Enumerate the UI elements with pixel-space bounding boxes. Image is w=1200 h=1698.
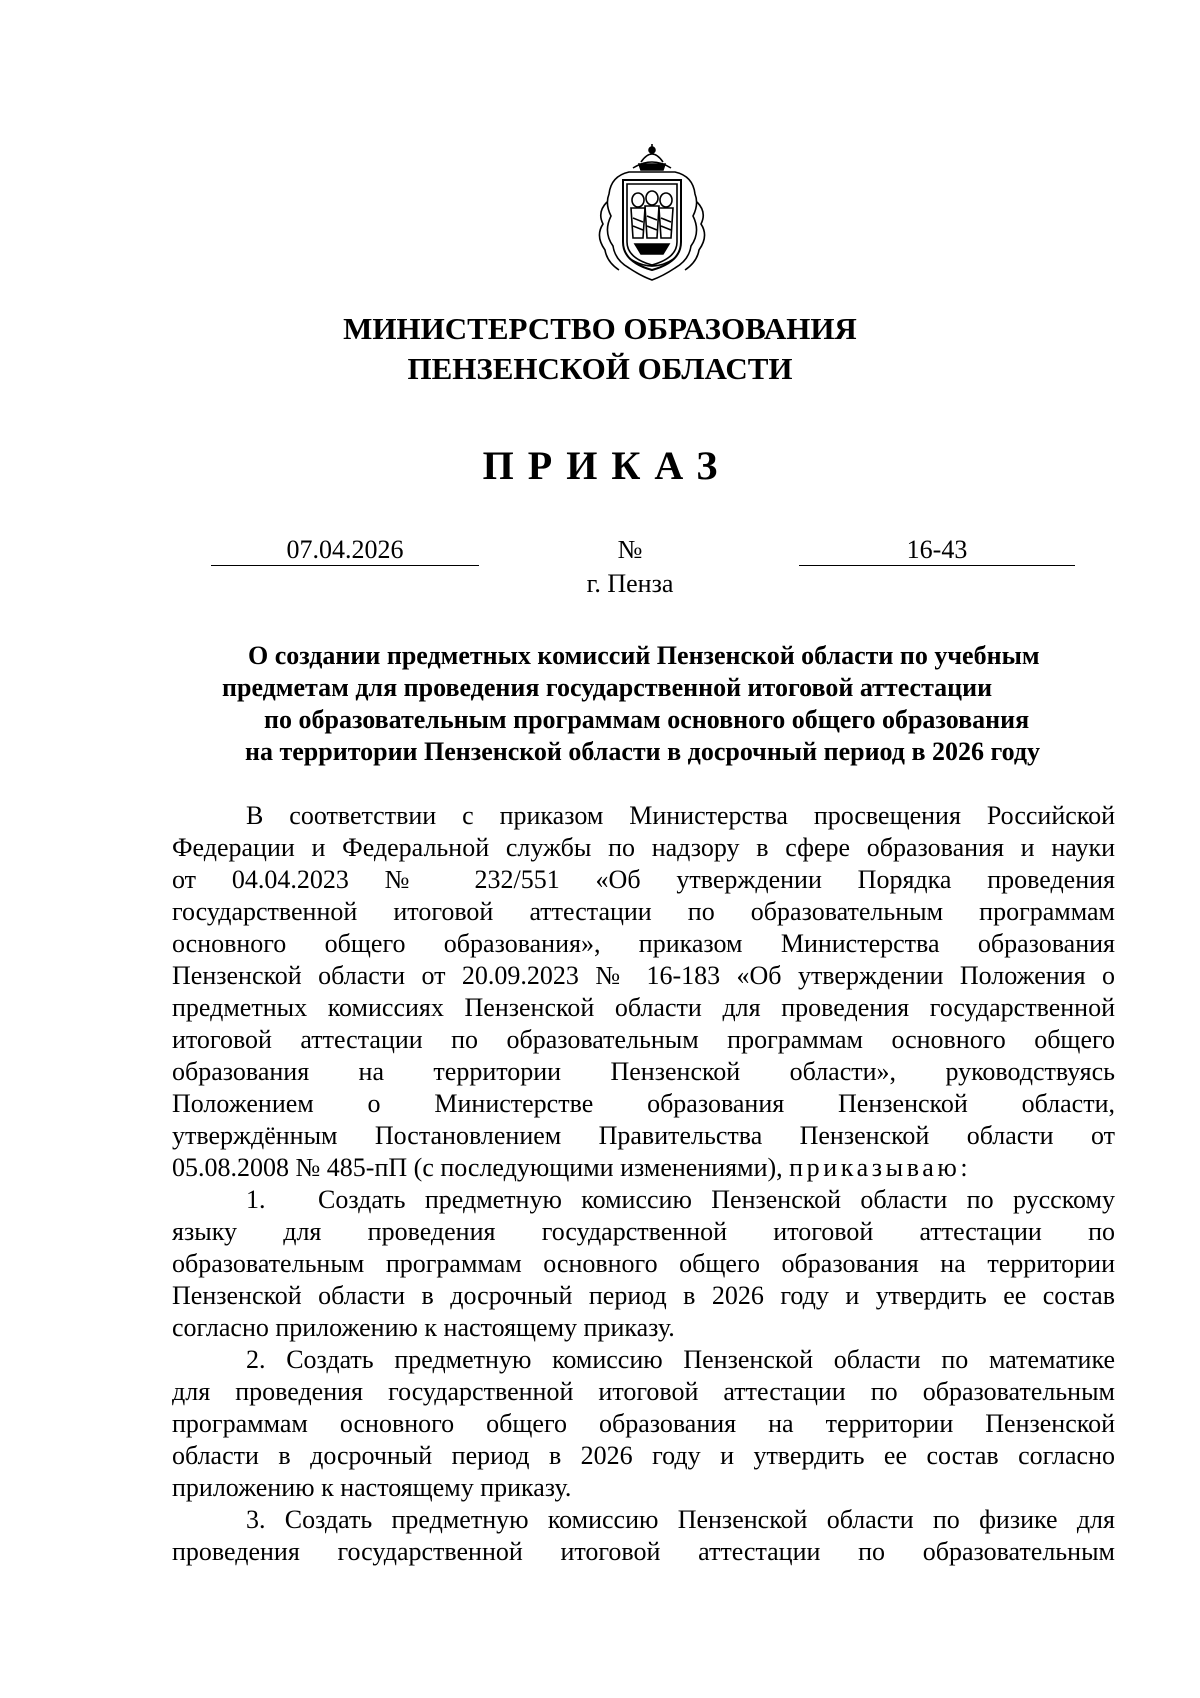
document-type-title: ПРИКАЗ — [482, 443, 732, 488]
issue-city: г. Пенза — [586, 569, 674, 598]
body-line: предметных комиссиях Пензенской области для проведения государственной — [172, 993, 1115, 1022]
body-line: от 04.04.2023 № 232/551 «Об утверждении Порядка проведения — [172, 865, 1115, 894]
body-line: В соответствии с приказом Министерства просвещения Российской — [246, 801, 1115, 830]
body-line: языку для проведения государственной итоговой аттестации по — [172, 1217, 1115, 1246]
body-line: проведения государственной итоговой аттестации по образовательным — [172, 1537, 1115, 1566]
body-line: области в досрочный период в 2026 году и утвердить ее состав согласно — [172, 1441, 1115, 1470]
body-line: утверждённым Постановлением Правительства Пензенской области от — [172, 1121, 1115, 1150]
order-subject-line: предметам для проведения государственной итоговой аттестации — [222, 673, 993, 702]
item-number: 1. — [246, 1185, 266, 1214]
body-line: государственной итоговой аттестации по образовательным программам — [172, 897, 1115, 926]
order-subject-line: О создании предметных комиссий Пензенской области по учебным — [248, 641, 1040, 670]
body-line: 2. Создать предметную комиссию Пензенской области по математике — [246, 1345, 1115, 1374]
body-line: согласно приложению к настоящему приказу. — [172, 1313, 675, 1342]
body-line: 3. Создать предметную комиссию Пензенской области по физике для — [246, 1505, 1115, 1534]
body-line: для проведения государственной итоговой аттестации по образовательным — [172, 1377, 1115, 1406]
order-number: 16-43 — [799, 534, 1075, 566]
body-line: Пензенской области от 20.09.2023 № 16-183 «Об утверждении Положения о — [172, 961, 1115, 990]
body-line-text: 05.08.2008 № 485-пП (с последующими изменениями), — [172, 1153, 783, 1182]
body-line: образования на территории Пензенской области», руководствуясь — [172, 1057, 1115, 1086]
body-line: Пензенской области в досрочный период в 2026 году и утвердить ее состав — [172, 1281, 1115, 1310]
order-verb: приказываю: — [789, 1153, 972, 1182]
body-line: приложению к настоящему приказу. — [172, 1473, 572, 1502]
number-sign: № — [617, 535, 643, 564]
body-line: программам основного общего образования на территории Пензенской — [172, 1409, 1115, 1438]
body-line — [172, 1152, 971, 1184]
body-line: Положением о Министерстве образования Пензенской области, — [172, 1089, 1115, 1118]
coat-of-arms-icon — [589, 142, 715, 282]
ministry-name-line1: МИНИСТЕРСТВО ОБРАЗОВАНИЯ — [343, 311, 857, 346]
body-line: образовательным программам основного общего образования на территории — [172, 1249, 1115, 1278]
body-line: итоговой аттестации по образовательным программам основного общего — [172, 1025, 1115, 1054]
order-subject-line: на территории Пензенской области в досрочный период в 2026 году — [245, 737, 1041, 766]
ministry-name-line2: ПЕНЗЕНСКОЙ ОБЛАСТИ — [407, 351, 793, 386]
body-line: Создать предметную комиссию Пензенской области по русскому — [318, 1185, 1115, 1214]
order-subject-line: по образовательным программам основного общего образования — [264, 705, 1030, 734]
body-line: Федерации и Федеральной службы по надзору в сфере образования и науки — [172, 833, 1115, 862]
order-date: 07.04.2026 — [211, 534, 479, 566]
body-line: основного общего образования», приказом Министерства образования — [172, 929, 1115, 958]
